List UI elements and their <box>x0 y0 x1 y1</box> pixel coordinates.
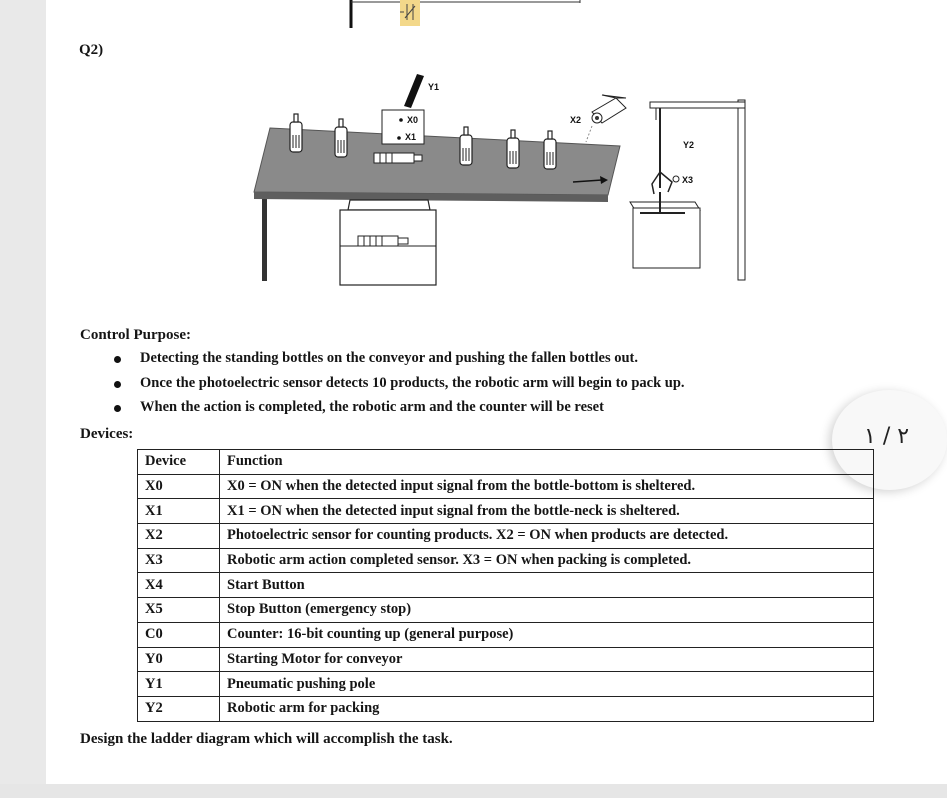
table-row <box>138 573 874 598</box>
function-cell: Counter: 16-bit counting up (general purpose) <box>220 622 874 647</box>
bullet-icon <box>114 356 121 363</box>
device-cell: X1 <box>138 499 220 524</box>
device-cell: C0 <box>138 622 220 647</box>
table-row <box>138 622 874 647</box>
purpose-text: Detecting the standing bottles on the conveyor and pushing the fallen bottles out. <box>140 350 638 366</box>
viewer-background <box>0 784 947 798</box>
table-row <box>138 474 874 499</box>
device-cell: X2 <box>138 524 220 549</box>
purpose-text: When the action is completed, the robotic arm and the counter will be reset <box>140 399 604 415</box>
label-y1: Y1 <box>428 82 440 92</box>
device-cell: X0 <box>138 474 220 499</box>
device-cell: X5 <box>138 598 220 623</box>
task-instruction: Design the ladder diagram which will accomplish the task. <box>80 731 453 747</box>
function-cell: Stop Button (emergency stop) <box>220 598 874 623</box>
column-header-device: Device <box>138 450 220 475</box>
function-cell: Starting Motor for conveyor <box>220 647 874 672</box>
purpose-text: Once the photoelectric sensor detects 10 products, the robotic arm will begin to pack up. <box>140 374 685 391</box>
function-cell: Robotic arm for packing <box>220 696 874 721</box>
table-row <box>138 598 874 623</box>
table-row <box>138 672 874 697</box>
list-item <box>110 375 685 400</box>
table-row <box>138 499 874 524</box>
function-cell: Pneumatic pushing pole <box>220 672 874 697</box>
table-header-row <box>138 450 874 475</box>
label-x3: X3 <box>682 175 694 185</box>
conveyor-illustration <box>240 60 760 315</box>
label-y2: Y2 <box>683 140 695 150</box>
table-row <box>138 647 874 672</box>
function-cell: X0 = ON when the detected input signal from the bottle-bottom is sheltered. <box>220 474 874 499</box>
previous-ladder-fragment <box>340 0 700 30</box>
label-x2: X2 <box>570 115 582 125</box>
column-header-function: Function <box>220 450 874 475</box>
device-cell: Y2 <box>138 696 220 721</box>
control-purpose-heading: Control Purpose: <box>80 327 191 343</box>
function-cell: X1 = ON when the detected input signal from the bottle-neck is sheltered. <box>220 499 874 524</box>
device-cell: X3 <box>138 548 220 573</box>
bullet-icon <box>114 381 121 388</box>
device-cell: Y0 <box>138 647 220 672</box>
function-cell: Photoelectric sensor for counting products. X2 = ON when products are detected. <box>220 524 874 549</box>
page-number: ٢ / ١ <box>864 424 910 449</box>
bullet-icon <box>114 405 121 412</box>
label-x1: X1 <box>405 132 417 142</box>
list-item <box>110 350 685 375</box>
question-number: Q2) <box>79 42 104 58</box>
table-row <box>138 696 874 721</box>
devices-table <box>137 449 874 722</box>
function-cell: Robotic arm action completed sensor. X3 = ON when packing is completed. <box>220 548 874 573</box>
devices-heading: Devices: <box>80 426 134 442</box>
label-x0: X0 <box>407 115 419 125</box>
function-cell: Start Button <box>220 573 874 598</box>
table-row <box>138 524 874 549</box>
list-item <box>110 399 685 424</box>
control-purpose-list <box>110 350 685 424</box>
device-cell: Y1 <box>138 672 220 697</box>
device-cell: X4 <box>138 573 220 598</box>
table-row <box>138 548 874 573</box>
